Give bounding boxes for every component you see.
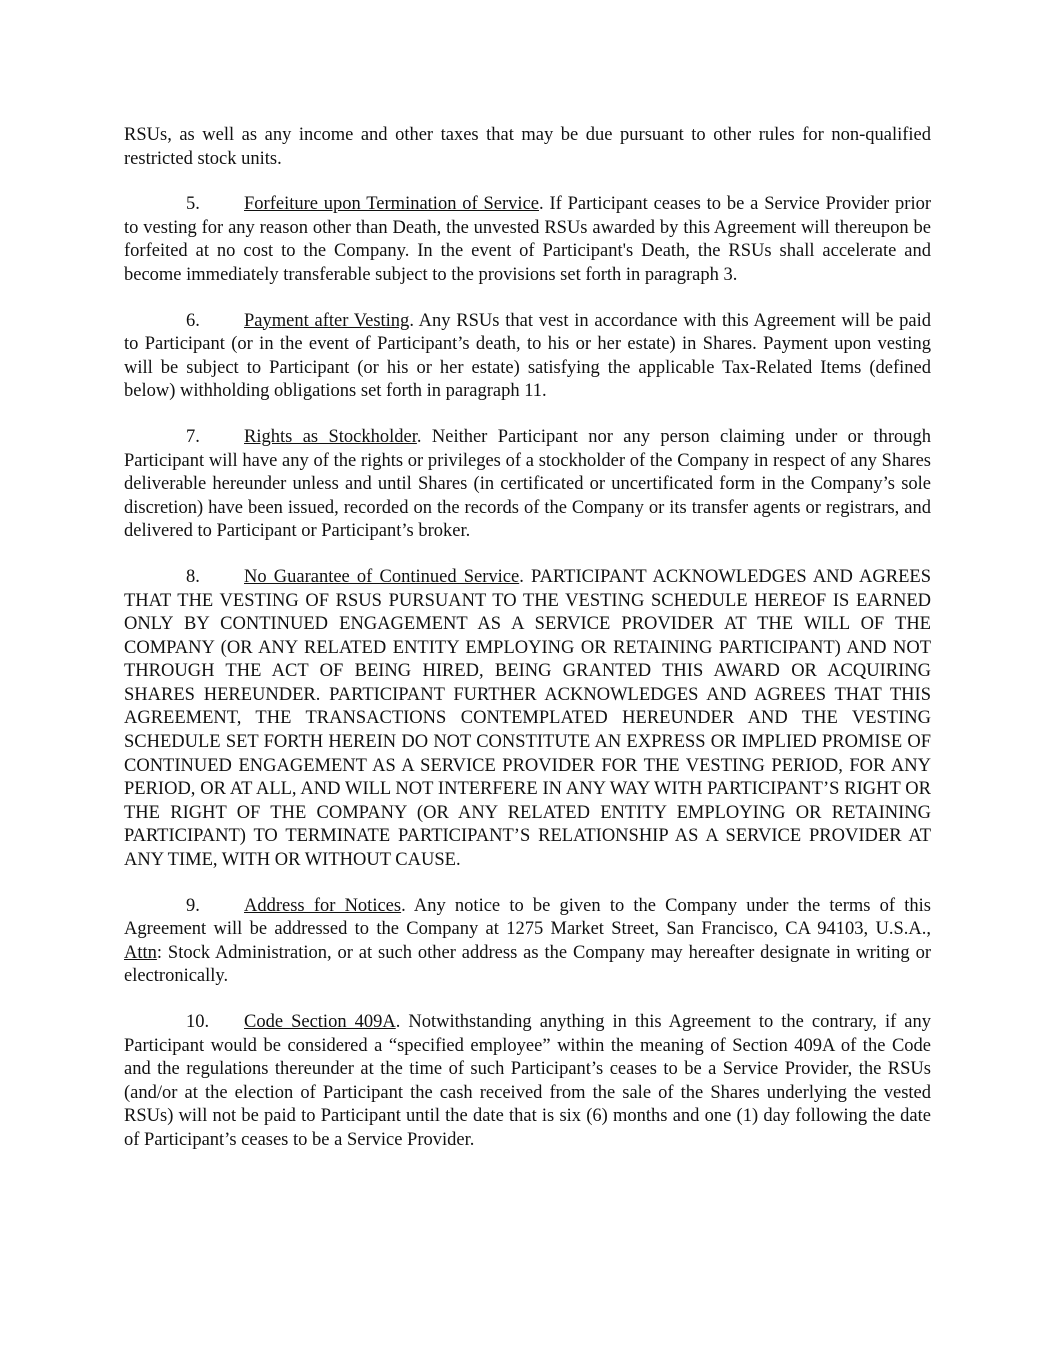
section-6-body: . Any RSUs that vest in accordance with this Agreement will be paid to Participant (or in the event of Participant’s death, to his or her estate) in Shares. Payment upon vesting will be subject to Participant (or his or her estate) satisfying the applicable Tax-Related Items (defined below) withholding obligations set forth in paragraph 11. <box>124 310 932 402</box>
section-9-body-before: . Any notice to be given to the Company under the terms of this Agreement will be addressed to the Company at 1275 Market Street, San Francisco, CA 94103, U.S.A., <box>124 895 932 940</box>
section-8-heading: No Guarantee of Continued Service <box>244 566 520 587</box>
section-9-body-after: : Stock Administration, or at such other address as the Company may hereafter designate in writing or electronically. <box>124 942 931 987</box>
section-9-attn: Attn <box>124 942 157 963</box>
section-7-body: . Neither Participant nor any person claiming under or through Participant will have any of the rights or privileges of a stockholder of the Company in respect of any Shares deliverable hereunder unless and until Shares (in certificated or uncertificated form in the Company’s sole discretion) have been issued, recorded on the records of the Company or its transfer agents or registrars, and delivered to Participant or Participant’s broker. <box>124 426 931 542</box>
section-7-heading: Rights as Stockholder <box>244 426 417 447</box>
section-10-body: . Notwithstanding anything in this Agreement to the contrary, if any Participant would be considered a “specified employee” within the meaning of Section 409A of the Code and the regulations thereunder at the time of such Participant’s ceases to be a Service Provider, the RSUs (and/or at the election of Participant the cash received from the sale of the Shares underlying the vested RSUs) will not be paid to Participant until the date that is six (6) months and one (1) day following the date of Participant’s ceases to be a Service Provider. <box>124 1012 931 1150</box>
section-7-number: 7. <box>186 426 200 447</box>
section-8-body: . PARTICIPANT ACKNOWLEDGES AND AGREES THAT THE VESTING OF RSUS PURSUANT TO THE VESTING SCHEDULE HEREOF IS EARNED ONLY BY CONTINUED ENGAGEMENT AS A SERVICE PROVIDER AT THE WILL OF THE COMPANY (OR ANY RELATED ENTITY EMPLOYING OR RETAINING PARTICIPANT) AND NOT THROUGH THE ACT OF BEING HIRED, BEING GRANTED THIS AWARD OR ACQUIRING SHARES HEREUNDER. PARTICIPANT FURTHER ACKNOWLEDGES AND AGREES THAT THIS AGREEMENT, THE TRANSACTIONS CONTEMPLATED HEREUNDER AND THE VESTING SCHEDULE SET FORTH HEREIN DO NOT CONSTITUTE AN EXPRESS OR IMPLIED PROMISE OF CONTINUED ENGAGEMENT AS A SERVICE PROVIDER FOR THE VESTING PERIOD, FOR ANY PERIOD, OR AT ALL, AND WILL NOT INTERFERE IN ANY WAY WITH PARTICIPANT’S RIGHT OR THE RIGHT OF THE COMPANY (OR ANY RELATED ENTITY EMPLOYING OR RETAINING PARTICIPANT) TO TERMINATE PARTICIPANT’S RELATIONSHIP AS A SERVICE PROVIDER AT ANY TIME, WITH OR WITHOUT CAUSE. <box>124 566 931 871</box>
section-8-number: 8. <box>186 566 200 587</box>
section-5-heading: Forfeiture upon Termination of Service <box>244 194 539 215</box>
section-9-heading: Address for Notices <box>244 895 402 916</box>
section-8-paragraph <box>124 566 931 873</box>
section-9-number: 9. <box>186 895 200 916</box>
section-7-paragraph <box>124 426 931 544</box>
section-10-heading: Code Section 409A <box>244 1012 396 1032</box>
document-page <box>124 124 931 1153</box>
section-6-heading: Payment after Vesting <box>244 310 410 331</box>
section-6-paragraph <box>124 310 931 404</box>
intro-paragraph: RSUs, as well as any income and other taxes that may be due pursuant to other rules for non-qualified restricted stock units. <box>124 125 931 169</box>
section-9-paragraph <box>124 895 931 989</box>
section-5-paragraph <box>124 193 931 287</box>
section-5-number: 5. <box>186 194 200 215</box>
section-6-number: 6. <box>186 310 200 331</box>
section-5-body: . If Participant ceases to be a Service Provider prior to vesting for any reason other than Death, the unvested RSUs awarded by this Agreement will thereupon be forfeited at no cost to the Company. In the event of Participant's Death, the RSUs shall accelerate and become immediately transferable subject to the provisions set forth in paragraph 3. <box>124 194 931 285</box>
section-10-paragraph <box>124 1011 931 1153</box>
section-10-number: 10. <box>186 1012 210 1032</box>
